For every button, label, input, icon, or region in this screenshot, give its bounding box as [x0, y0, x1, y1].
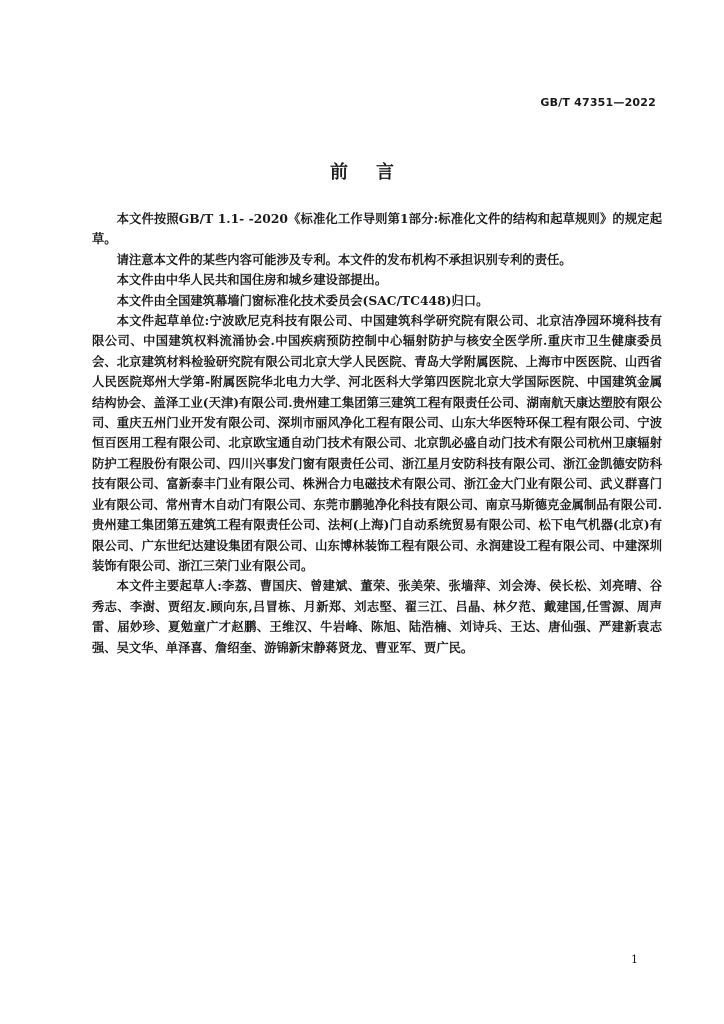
paragraph-patent-notice: 请注意本文件的某些内容可能涉及专利。本文件的发布机构不承担识别专利的责任。 — [116, 251, 572, 267]
page-title: 前言 — [330, 162, 422, 183]
foreword-body — [92, 209, 662, 658]
paragraph-drafters: 本文件主要起草人:李荔、曹国庆、曾建斌、董荣、张美荣、张墙萍、刘会涛、侯长松、刘亮晴、谷秀志、李澍、贾绍友.顾向东,吕冒栋、月新郑、刘志堅、翟三江、吕晶、林夕范、戴建国,任雪源、周声雷、届妙珍、夏勉童广才赵鹏、王维汉、牛岩峰、陈旭、陆浩楠、刘诗兵、王达、唐仙强、严建新袁志强、吴文华、单泽喜、詹绍奎、游锦新宋静蒋贤龙、曹亚军、贾广民。 — [92, 578, 662, 655]
page-number: 1 — [631, 953, 638, 966]
paragraph-committee: 本文件由全国建筑幕墙门窗标准化技术委员会(SAC/TC448)归口。 — [116, 292, 489, 308]
paragraph-drafting-units: 本文件起草单位:宁波欧尼克科技有限公司、中国建筑科学研究院有限公司、北京洁净园环境科技有限公司、中国建筑权料流涌协会.中国疾病预防控制中心辐射防护与核安全医学所.重庆市卫生健康委员会、北京建筑材料检验研究院有限公司北京大学人民医院、青岛大学附属医院、上海市中医医院、山西省人民医院郑州大学第-附属医院华北电力大学、河北医科大学第四医院北京大学国际医院、中国建筑金属结构协会、盖泽工业(天津)有限公司.贵州建工集团第三建筑工程有限责任公司、湖南航天康达塑胶有限公司、重庆五州门业开发有限公司、深圳市丽风净化工程有限公司、山东大华医特环保工程有限公司、宁波恒百医用工程有限公司、北京欧宝通自动门技术有限公司、北京凯必盛自动门技术有限公司杭州卫康辐射防护工程股份有限公司、四川兴事发门窗有限责任公司、浙江星月安防科技有限公司、浙江金凯德安防科技有限公司、富新泰丰门业有限公司、株洲合力电磁技术有限公司、浙江金大门业有限公司、武义群喜门业有限公司、常州青木自动门有限公司、东莞市鹏驰净化科技有限公司、南京马斯德克金属制品有限公司.贵州建工集团第五建筑工程有限责任公司、法柯(上海)门自动系统贸易有限公司、松下电气机器(北京)有限公司、广东世纪达建设集团有限公司、山东博林装饰工程有限公司、永润建设工程有限公司、中建深圳装饰有限公司、浙江三荣门业有限公司。 — [92, 313, 662, 573]
standard-code: GB/T 47351—2022 — [540, 96, 656, 109]
paragraph-drafting-rules: 本文件按照GB/T 1.1- -2020《标准化工作导则第1部分:标准化文件的结构和起草规则》的规定起草。 — [92, 211, 662, 247]
paragraph-proposer: 本文件由中华人民共和国住房和城乡建设部提出。 — [116, 272, 388, 288]
